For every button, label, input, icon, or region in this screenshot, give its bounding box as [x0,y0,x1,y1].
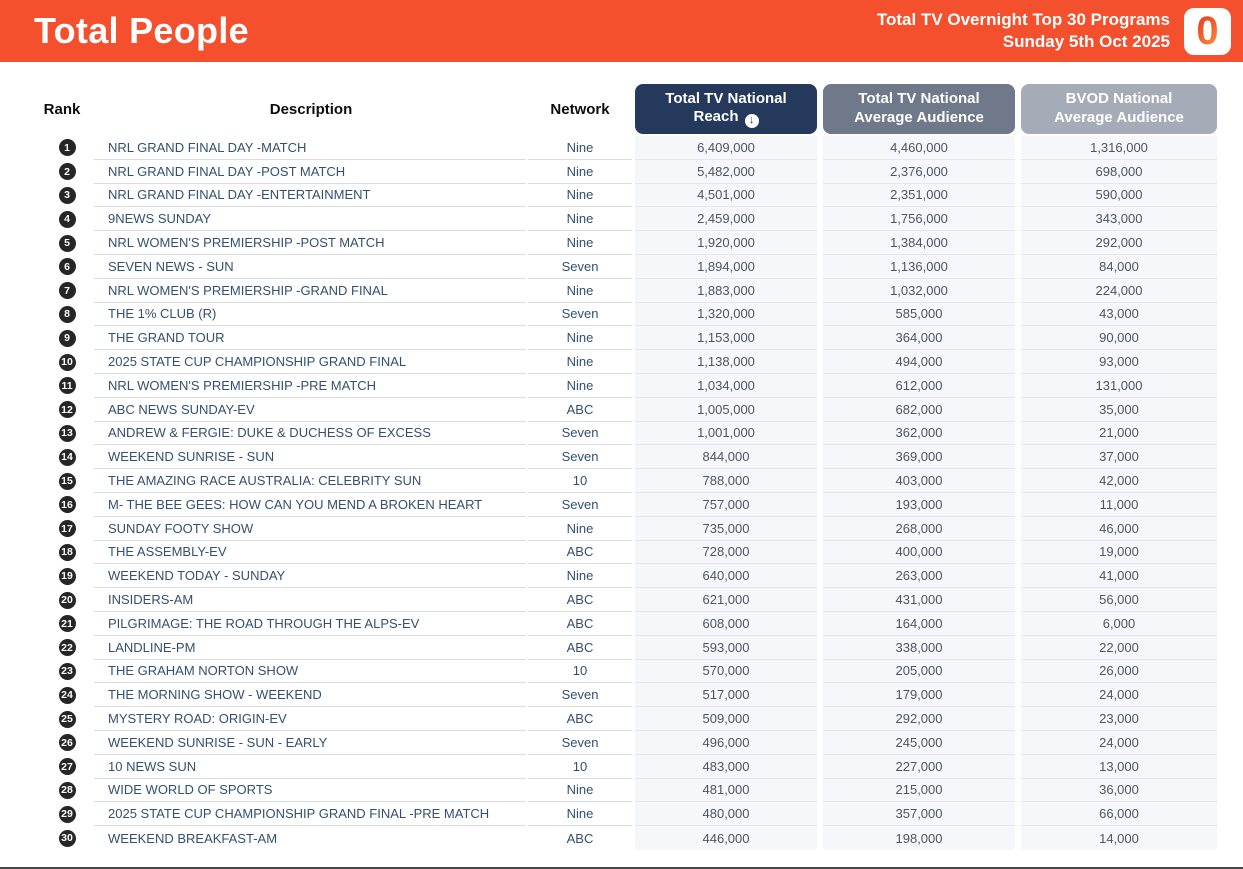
table-row [30,303,1220,327]
rank-badge: 21 [59,615,76,632]
bvod-average-audience-cell: 93,000 [1021,350,1217,374]
rank-cell [30,350,94,374]
total-tv-average-audience-cell: 4,460,000 [823,136,1015,160]
description-cell: NRL GRAND FINAL DAY -MATCH [94,136,526,160]
table-row [30,564,1220,588]
total-tv-reach-cell: 621,000 [635,588,817,612]
table-row [30,160,1220,184]
description-cell: 10 NEWS SUN [94,755,526,779]
total-tv-average-audience-cell: 369,000 [823,445,1015,469]
rank-cell [30,707,94,731]
rank-cell [30,422,94,446]
report-subtitle-line1: Total TV Overnight Top 30 Programs [876,9,1170,29]
rank-cell [30,493,94,517]
oztam-logo-zero-icon: 0 [1196,9,1219,53]
table-row [30,493,1220,517]
total-tv-reach-cell: 728,000 [635,541,817,565]
rank-badge: 30 [59,830,76,847]
column-header-total-tv-average-audience[interactable] [823,84,1015,134]
total-tv-average-audience-cell: 179,000 [823,683,1015,707]
table-row [30,469,1220,493]
table-row [30,445,1220,469]
network-cell: ABC [528,636,632,660]
description-cell: WEEKEND TODAY - SUNDAY [94,564,526,588]
avg-header-line1: Total TV National [858,90,980,108]
total-tv-average-audience-cell: 585,000 [823,303,1015,327]
description-cell: NRL WOMEN'S PREMIERSHIP -POST MATCH [94,231,526,255]
total-tv-average-audience-cell: 403,000 [823,469,1015,493]
bvod-average-audience-cell: 590,000 [1021,184,1217,208]
network-cell: ABC [528,707,632,731]
table-row [30,326,1220,350]
network-cell: Seven [528,731,632,755]
bvod-average-audience-cell: 21,000 [1021,422,1217,446]
rank-cell [30,564,94,588]
rank-cell [30,779,94,803]
total-tv-average-audience-cell: 2,351,000 [823,184,1015,208]
table-header-row [30,84,1220,134]
total-tv-reach-cell: 517,000 [635,683,817,707]
table-row [30,374,1220,398]
top-bar-right [877,8,1231,55]
bvod-average-audience-cell: 90,000 [1021,326,1217,350]
description-cell: THE AMAZING RACE AUSTRALIA: CELEBRITY SUN [94,469,526,493]
table-row [30,683,1220,707]
rank-badge: 22 [59,639,76,656]
rank-badge: 18 [59,544,76,561]
rank-badge: 6 [59,258,76,275]
table-row [30,136,1220,160]
bvod-average-audience-cell: 11,000 [1021,493,1217,517]
network-cell: Nine [528,184,632,208]
column-header-bvod-average-audience[interactable] [1021,84,1217,134]
total-tv-reach-cell: 481,000 [635,779,817,803]
total-tv-average-audience-cell: 198,000 [823,826,1015,850]
description-cell: NRL GRAND FINAL DAY -ENTERTAINMENT [94,184,526,208]
total-tv-average-audience-cell: 292,000 [823,707,1015,731]
total-tv-average-audience-cell: 364,000 [823,326,1015,350]
rank-badge: 8 [59,306,76,323]
avg-header-line2: Average Audience [854,109,984,126]
bvod-average-audience-cell: 42,000 [1021,469,1217,493]
table-row [30,826,1220,850]
network-cell: Nine [528,231,632,255]
rank-badge: 24 [59,687,76,704]
rank-cell [30,469,94,493]
bvod-average-audience-cell: 84,000 [1021,255,1217,279]
network-cell: 10 [528,469,632,493]
total-tv-average-audience-cell: 338,000 [823,636,1015,660]
total-tv-reach-cell: 6,409,000 [635,136,817,160]
rank-cell [30,279,94,303]
rank-badge: 27 [59,758,76,775]
table-row [30,612,1220,636]
bvod-average-audience-cell: 24,000 [1021,731,1217,755]
rank-cell [30,445,94,469]
rank-cell [30,517,94,541]
rank-cell [30,160,94,184]
rank-badge: 17 [59,520,76,537]
total-tv-reach-cell: 1,001,000 [635,422,817,446]
rank-badge: 3 [59,187,76,204]
network-cell: Nine [528,374,632,398]
description-cell: SEVEN NEWS - SUN [94,255,526,279]
rank-cell [30,731,94,755]
total-tv-reach-cell: 1,894,000 [635,255,817,279]
total-tv-average-audience-cell: 215,000 [823,779,1015,803]
rank-badge: 20 [59,592,76,609]
total-tv-reach-cell: 608,000 [635,612,817,636]
total-tv-average-audience-cell: 2,376,000 [823,160,1015,184]
description-cell: THE ASSEMBLY-EV [94,541,526,565]
total-tv-reach-cell: 593,000 [635,636,817,660]
network-cell: Nine [528,136,632,160]
rank-cell [30,136,94,160]
bvod-average-audience-cell: 698,000 [1021,160,1217,184]
description-cell: INSIDERS-AM [94,588,526,612]
description-cell: ANDREW & FERGIE: DUKE & DUCHESS OF EXCESS [94,422,526,446]
table-row [30,755,1220,779]
total-tv-reach-cell: 480,000 [635,802,817,826]
network-cell: Nine [528,279,632,303]
network-cell: Nine [528,802,632,826]
table-row [30,350,1220,374]
network-cell: Seven [528,683,632,707]
rank-badge: 2 [59,163,76,180]
description-cell: MYSTERY ROAD: ORIGIN-EV [94,707,526,731]
total-tv-reach-cell: 446,000 [635,826,817,850]
table-row [30,541,1220,565]
total-tv-reach-cell: 5,482,000 [635,160,817,184]
bvod-average-audience-cell: 1,316,000 [1021,136,1217,160]
description-cell: THE GRAND TOUR [94,326,526,350]
rank-badge: 1 [59,139,76,156]
bvod-average-audience-cell: 56,000 [1021,588,1217,612]
rank-badge: 9 [59,330,76,347]
total-tv-reach-cell: 1,920,000 [635,231,817,255]
total-tv-average-audience-cell: 268,000 [823,517,1015,541]
total-tv-reach-cell: 1,005,000 [635,398,817,422]
bvod-header-line2: Average Audience [1054,109,1184,126]
total-tv-average-audience-cell: 431,000 [823,588,1015,612]
page-title: Total People [34,10,249,51]
reach-header-line1: Total TV National [665,89,787,107]
rank-cell [30,612,94,636]
bvod-average-audience-cell: 26,000 [1021,660,1217,684]
network-cell: Seven [528,445,632,469]
table-row [30,779,1220,803]
description-cell: 2025 STATE CUP CHAMPIONSHIP GRAND FINAL [94,350,526,374]
rank-cell [30,541,94,565]
description-cell: 9NEWS SUNDAY [94,207,526,231]
total-tv-average-audience-cell: 357,000 [823,802,1015,826]
network-cell: Seven [528,255,632,279]
description-cell: THE GRAHAM NORTON SHOW [94,660,526,684]
rank-badge: 13 [59,425,76,442]
total-tv-reach-cell: 483,000 [635,755,817,779]
total-tv-average-audience-cell: 263,000 [823,564,1015,588]
table-row [30,707,1220,731]
rank-cell [30,184,94,208]
bvod-average-audience-cell: 14,000 [1021,826,1217,850]
reach-header-line2: Reach↓ [693,108,758,128]
bvod-average-audience-cell: 36,000 [1021,779,1217,803]
rank-cell [30,755,94,779]
description-cell: LANDLINE-PM [94,636,526,660]
network-cell: Nine [528,564,632,588]
rank-cell [30,802,94,826]
network-cell: ABC [528,541,632,565]
column-header-description: Description [269,100,353,118]
total-tv-average-audience-cell: 362,000 [823,422,1015,446]
total-tv-average-audience-cell: 193,000 [823,493,1015,517]
table-row [30,802,1220,826]
total-tv-average-audience-cell: 682,000 [823,398,1015,422]
bvod-average-audience-cell: 131,000 [1021,374,1217,398]
rank-badge: 14 [59,449,76,466]
bvod-average-audience-cell: 343,000 [1021,207,1217,231]
total-tv-average-audience-cell: 1,756,000 [823,207,1015,231]
report-subtitle-line2: Sunday 5th Oct 2025 [1002,32,1170,51]
rank-badge: 4 [59,211,76,228]
total-tv-average-audience-cell: 205,000 [823,660,1015,684]
total-tv-reach-cell: 570,000 [635,660,817,684]
network-cell: Seven [528,493,632,517]
total-tv-average-audience-cell: 227,000 [823,755,1015,779]
table-row [30,207,1220,231]
rank-badge: 11 [59,377,76,394]
bvod-average-audience-cell: 23,000 [1021,707,1217,731]
total-tv-reach-cell: 757,000 [635,493,817,517]
network-cell: 10 [528,755,632,779]
rank-badge: 5 [59,235,76,252]
description-cell: 2025 STATE CUP CHAMPIONSHIP GRAND FINAL -PRE MATCH [94,802,526,826]
description-cell: WEEKEND SUNRISE - SUN [94,445,526,469]
rank-badge: 23 [59,663,76,680]
network-cell: Nine [528,326,632,350]
table-row [30,398,1220,422]
network-cell: ABC [528,588,632,612]
bvod-average-audience-cell: 13,000 [1021,755,1217,779]
network-cell: ABC [528,398,632,422]
network-cell: Nine [528,350,632,374]
table-row [30,422,1220,446]
network-cell: Nine [528,517,632,541]
bvod-average-audience-cell: 35,000 [1021,398,1217,422]
rank-cell [30,207,94,231]
bvod-average-audience-cell: 24,000 [1021,683,1217,707]
bvod-average-audience-cell: 22,000 [1021,636,1217,660]
total-tv-average-audience-cell: 1,032,000 [823,279,1015,303]
rank-cell [30,660,94,684]
table-row [30,660,1220,684]
total-tv-average-audience-cell: 612,000 [823,374,1015,398]
total-tv-reach-cell: 844,000 [635,445,817,469]
rank-badge: 29 [59,806,76,823]
top-bar [0,0,1243,62]
total-tv-reach-cell: 1,320,000 [635,303,817,327]
bvod-average-audience-cell: 292,000 [1021,231,1217,255]
description-cell: NRL WOMEN'S PREMIERSHIP -GRAND FINAL [94,279,526,303]
table-row [30,231,1220,255]
rank-badge: 15 [59,473,76,490]
rank-cell [30,636,94,660]
total-tv-average-audience-cell: 400,000 [823,541,1015,565]
column-header-total-tv-reach[interactable] [635,84,817,134]
total-tv-average-audience-cell: 494,000 [823,350,1015,374]
total-tv-reach-cell: 1,138,000 [635,350,817,374]
description-cell: WEEKEND BREAKFAST-AM [108,830,278,846]
description-cell: THE MORNING SHOW - WEEKEND [94,683,526,707]
bvod-average-audience-cell: 41,000 [1021,564,1217,588]
table-rows [30,136,1220,850]
rank-cell [30,255,94,279]
total-tv-reach-cell: 2,459,000 [635,207,817,231]
bvod-average-audience-cell: 224,000 [1021,279,1217,303]
rank-badge: 19 [59,568,76,585]
bvod-average-audience-cell: 66,000 [1021,802,1217,826]
rank-cell [30,326,94,350]
rank-badge: 7 [59,282,76,299]
total-tv-average-audience-cell: 164,000 [823,612,1015,636]
description-cell: M- THE BEE GEES: HOW CAN YOU MEND A BROKEN HEART [94,493,526,517]
total-tv-reach-cell: 735,000 [635,517,817,541]
table-row [30,731,1220,755]
bvod-average-audience-cell: 37,000 [1021,445,1217,469]
rank-badge: 12 [59,401,76,418]
rank-cell [30,683,94,707]
total-tv-reach-cell: 496,000 [635,731,817,755]
description-cell: THE 1% CLUB (R) [94,303,526,327]
table-row [30,517,1220,541]
table-row [30,588,1220,612]
description-cell: NRL WOMEN'S PREMIERSHIP -PRE MATCH [94,374,526,398]
total-tv-reach-cell: 1,153,000 [635,326,817,350]
column-header-rank: Rank [43,100,81,118]
total-tv-average-audience-cell: 1,384,000 [823,231,1015,255]
total-tv-reach-cell: 788,000 [635,469,817,493]
top-programs-table [30,84,1220,850]
network-cell: Seven [528,422,632,446]
rank-cell [30,374,94,398]
total-tv-average-audience-cell: 1,136,000 [823,255,1015,279]
description-cell: ABC NEWS SUNDAY-EV [94,398,526,422]
description-cell: WIDE WORLD OF SPORTS [94,779,526,803]
description-cell: PILGRIMAGE: THE ROAD THROUGH THE ALPS-EV [94,612,526,636]
network-cell: ABC [566,830,594,846]
total-tv-reach-cell: 1,034,000 [635,374,817,398]
bvod-average-audience-cell: 46,000 [1021,517,1217,541]
table-row [30,279,1220,303]
total-tv-reach-cell: 1,883,000 [635,279,817,303]
rank-cell [30,398,94,422]
rank-cell [30,231,94,255]
table-row [30,255,1220,279]
description-cell: WEEKEND SUNRISE - SUN - EARLY [94,731,526,755]
column-header-network: Network [550,100,610,118]
rank-cell [30,826,94,850]
bvod-average-audience-cell: 6,000 [1021,612,1217,636]
description-cell: SUNDAY FOOTY SHOW [94,517,526,541]
rank-badge: 26 [59,734,76,751]
rank-cell [30,588,94,612]
network-cell: Seven [528,303,632,327]
network-cell: 10 [528,660,632,684]
bvod-average-audience-cell: 19,000 [1021,541,1217,565]
rank-cell [30,303,94,327]
table-row [30,184,1220,208]
description-cell: NRL GRAND FINAL DAY -POST MATCH [94,160,526,184]
total-tv-reach-cell: 509,000 [635,707,817,731]
total-tv-reach-cell: 4,501,000 [635,184,817,208]
rank-badge: 25 [59,711,76,728]
oztam-logo [1184,8,1231,55]
rank-badge: 28 [59,782,76,799]
network-cell: Nine [528,207,632,231]
rank-badge: 16 [59,496,76,513]
bvod-average-audience-cell: 43,000 [1021,303,1217,327]
network-cell: ABC [528,612,632,636]
network-cell: Nine [528,160,632,184]
total-tv-reach-cell: 640,000 [635,564,817,588]
bvod-header-line1: BVOD National [1065,90,1173,108]
network-cell: Nine [528,779,632,803]
report-subtitle [877,9,1170,54]
rank-badge: 10 [59,354,76,371]
table-row [30,636,1220,660]
sort-descending-icon[interactable] [745,114,759,128]
total-tv-average-audience-cell: 245,000 [823,731,1015,755]
